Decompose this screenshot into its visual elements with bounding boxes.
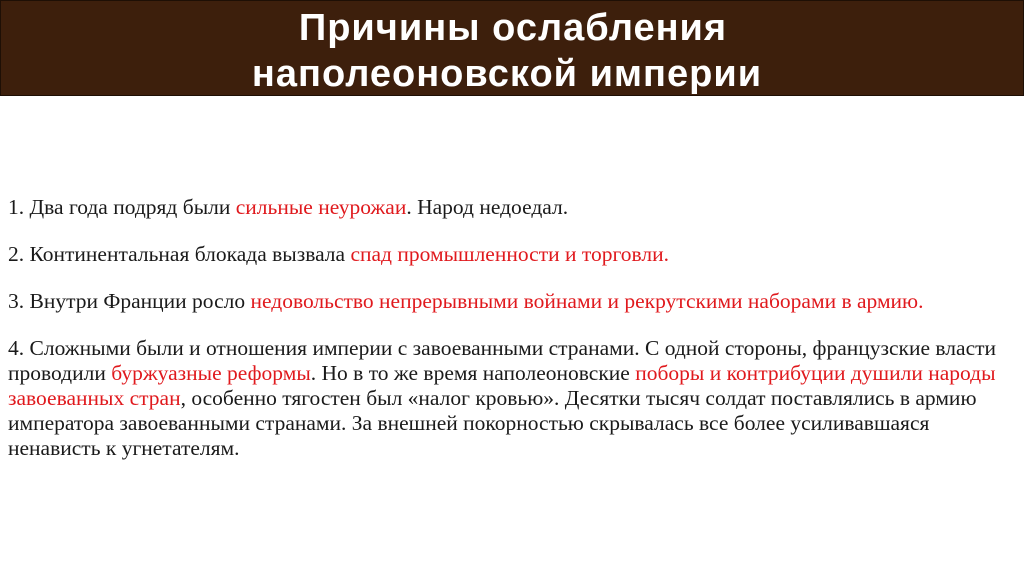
- item-4-text-middle: . Но в то же время наполеоновские: [310, 361, 636, 385]
- item-4-text: 4. Сложными были и отношения империи с завоеванными странами. С одной стороны, французские власти проводили: [8, 336, 997, 385]
- item-1-text: 1. Два года подряд были: [8, 195, 236, 219]
- item-1-highlight: сильные неурожаи: [235, 195, 407, 219]
- slide-title-line-1: Причины ослабления: [298, 7, 728, 49]
- slide-title-line-2: наполеоновской империи: [251, 53, 763, 95]
- item-3-text: 3. Внутри Франции росло: [8, 289, 251, 313]
- slide-content: [8, 195, 1012, 483]
- list-item-3: [8, 289, 1012, 314]
- item-2-highlight: спад промышленности и торговли.: [350, 242, 669, 266]
- item-3-highlight: недовольство непрерывными войнами и рекрутскими наборами в армию.: [250, 289, 924, 313]
- item-4-highlight-2: поборы и контрибуции душили народы завоеванных стран: [8, 361, 996, 410]
- list-item-1: [8, 195, 1012, 220]
- title-bar: [0, 0, 1024, 96]
- slide-title: [1, 5, 1024, 97]
- item-4-highlight-1: буржуазные реформы: [111, 361, 311, 385]
- list-item-4: [8, 336, 1012, 461]
- item-2-text: 2. Континентальная блокада вызвала: [8, 242, 351, 266]
- list-item-2: [8, 242, 1012, 267]
- item-4-text-end: , особенно тягостен был «налог кровью». Десятки тысяч солдат поставлялись в армию императора завоеванными странами. За внешней покорностью скрывалась все более усиливавшаяся ненависть к угнетателям.: [8, 386, 977, 460]
- item-1-text-end: . Народ недоедал.: [406, 195, 569, 219]
